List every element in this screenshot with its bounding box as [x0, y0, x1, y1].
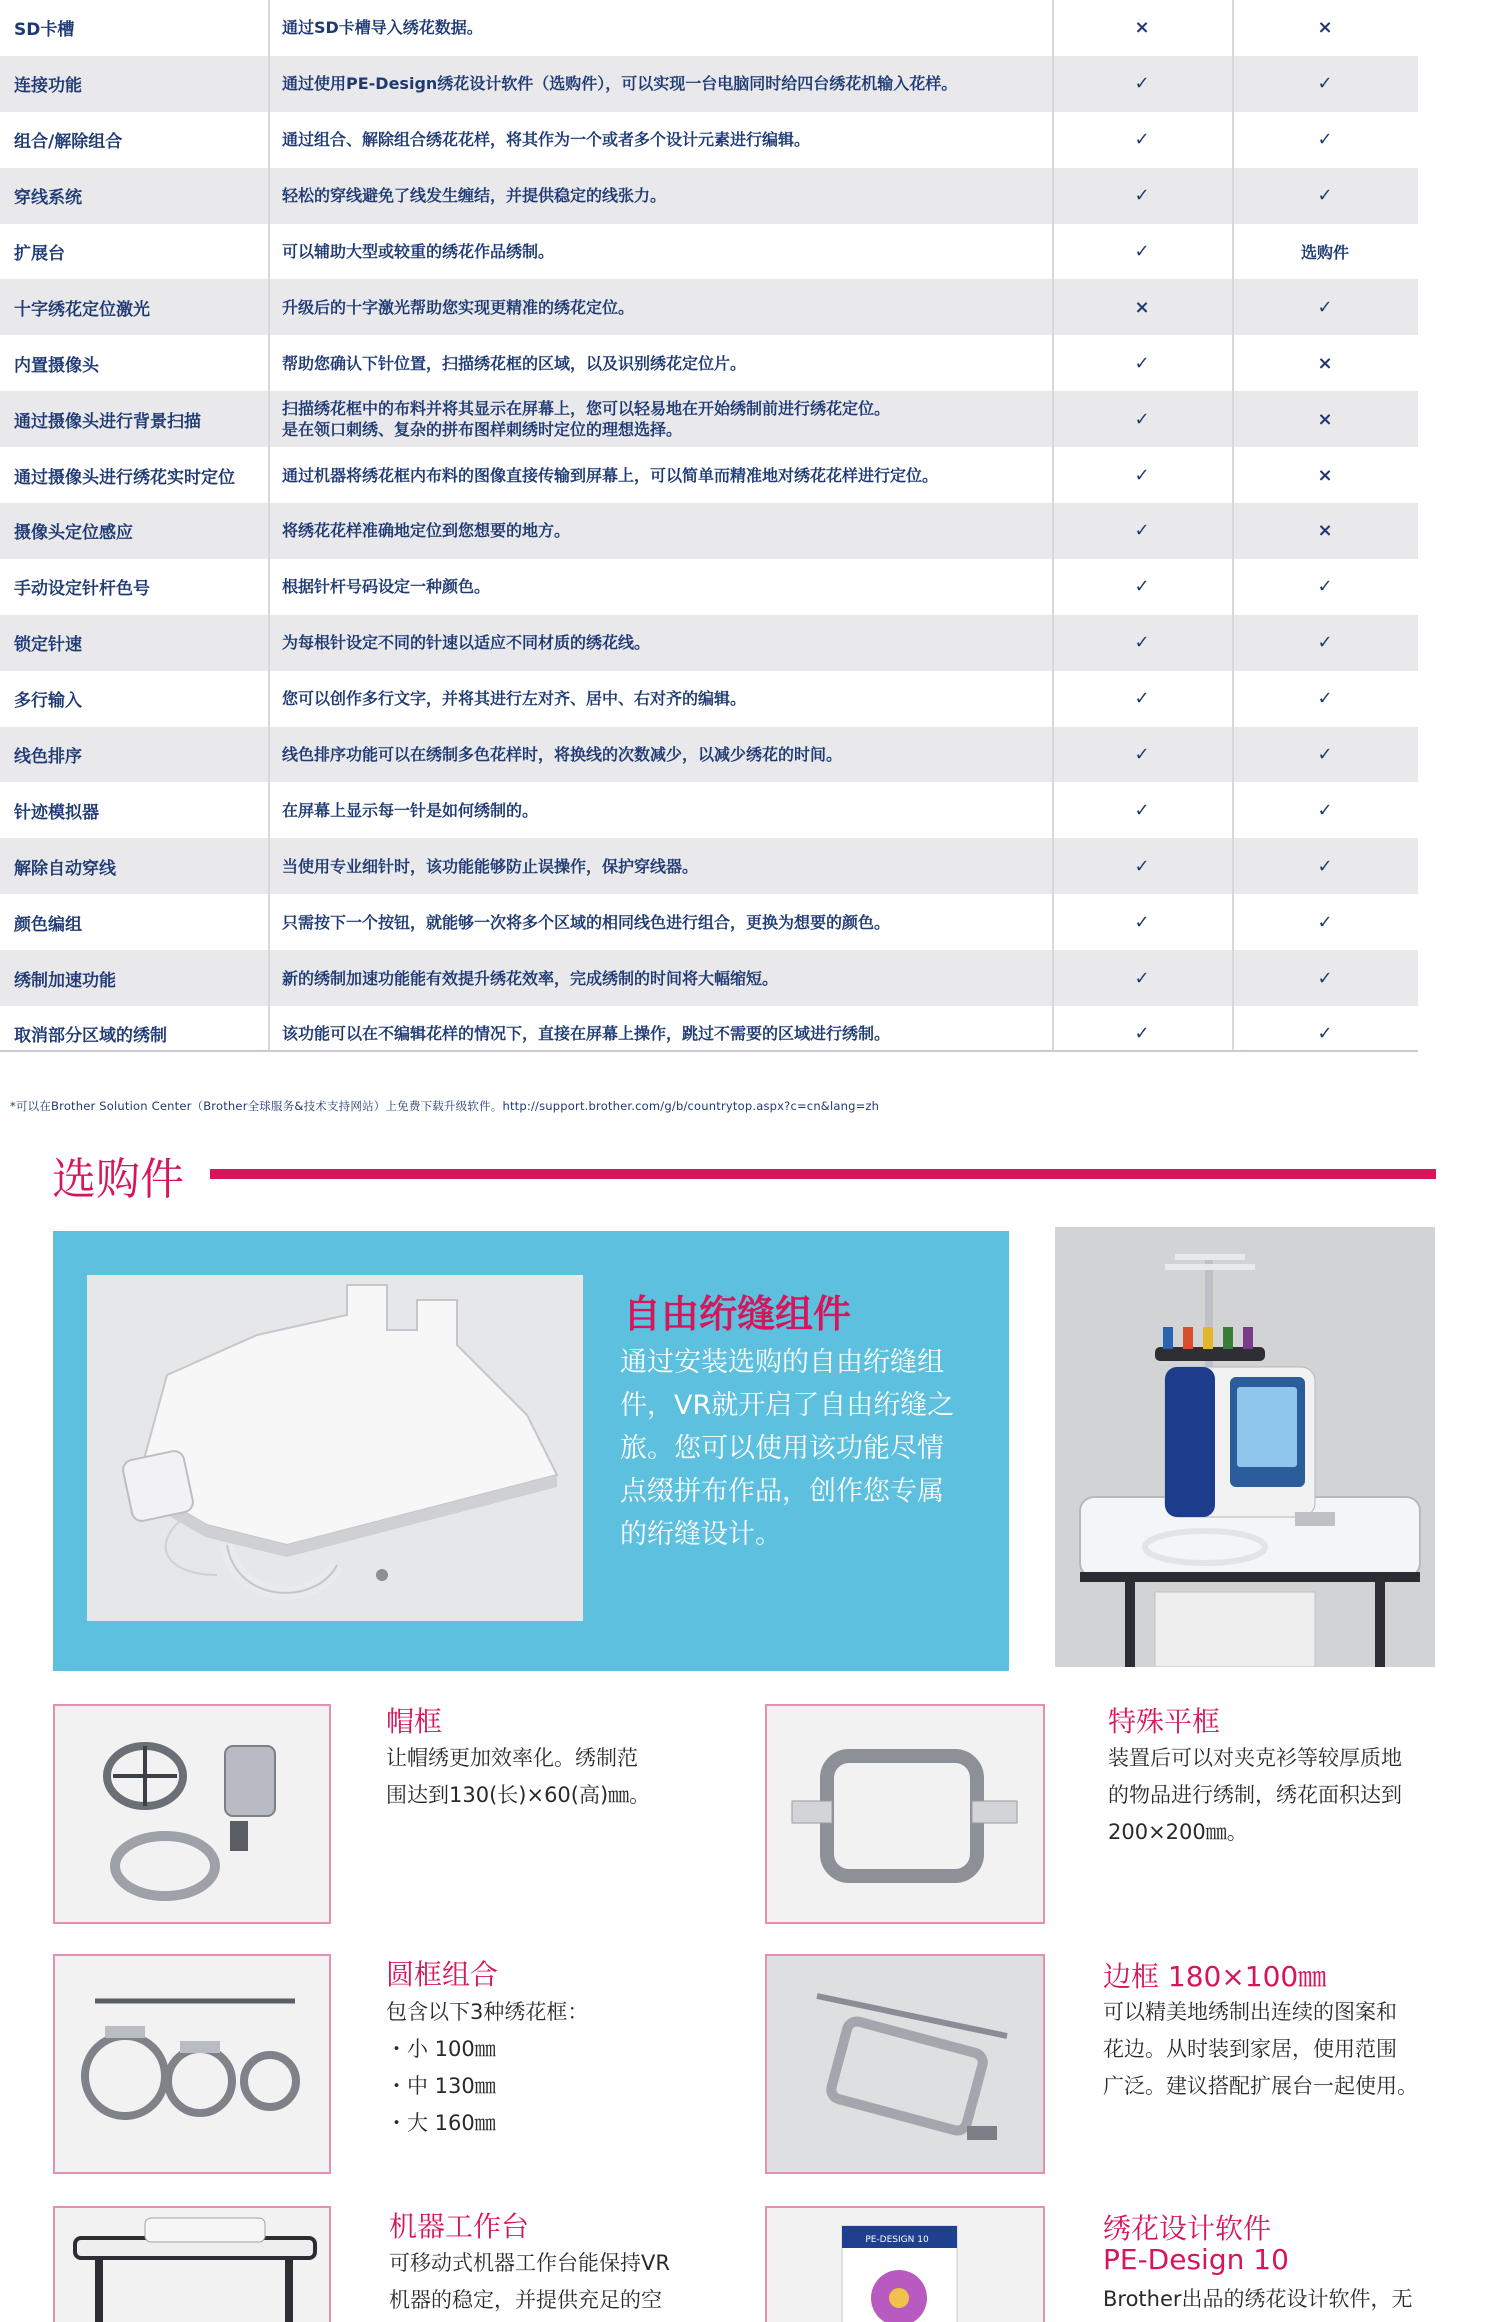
table-row: [0, 391, 1418, 447]
description-line: 花边。从时装到家居，使用范围: [1103, 2037, 1397, 2061]
feature-description-line: 将绣花花样准确地定位到您想要的地方。: [282, 521, 571, 541]
feature-name: 穿线系统: [14, 188, 82, 209]
feature-name: 颜色编组: [14, 914, 82, 935]
pe-design-software-subtitle: PE-Design 10: [1103, 2243, 1289, 2276]
feature-name: 取消部分区域的绣制: [14, 1026, 167, 1047]
check-icon: ✓: [1317, 576, 1333, 598]
description-line: 装置后可以对夹克衫等较厚质地: [1108, 1746, 1402, 1770]
feature-name: 线色排序: [14, 747, 82, 768]
description-line: ・大 160㎜: [386, 2111, 496, 2135]
check-icon: ✓: [1134, 520, 1150, 542]
feature-description-line: 线色排序功能可以在绣制多色花样时，将换线的次数减少，以减少绣花的时间。: [282, 745, 843, 765]
column-divider: [268, 0, 270, 1052]
table-bottom-rule: [0, 1050, 1418, 1052]
feature-description-line: 升级后的十字激光帮助您实现更精准的绣花定位。: [282, 297, 635, 317]
feature-description-line: 轻松的穿线避免了线发生缠结，并提供稳定的线张力。: [282, 186, 667, 206]
feature-description: [268, 744, 1052, 765]
check-icon: ✓: [1317, 73, 1333, 95]
table-row: [0, 56, 1418, 112]
check-icon: ✓: [1134, 241, 1150, 262]
feature-name: 内置摄像头: [14, 355, 99, 376]
check-icon: ✓: [1134, 967, 1150, 989]
cross-icon: ×: [1317, 408, 1333, 430]
description-line: 广泛。建议搭配扩展台一起使用。: [1103, 2074, 1418, 2098]
check-icon: ✓: [1317, 185, 1333, 207]
pe-design-software-photo: [765, 2206, 1045, 2322]
round-frame-set-photo: [53, 1954, 331, 2174]
border-frame-photo: [765, 1954, 1045, 2174]
cross-icon: ×: [1317, 352, 1333, 374]
feature-description-line: 通过机器将绣花框内布料的图像直接传输到屏幕上，可以简单而精准地对绣花花样进行定位。: [282, 465, 939, 485]
table-row: [0, 279, 1418, 335]
cross-icon: ×: [1134, 296, 1150, 318]
cross-icon: ×: [1317, 17, 1333, 39]
feature-description-line: 可以辅助大型或较重的绣花作品绣制。: [282, 242, 555, 261]
machine-stand-description: [389, 2245, 670, 2319]
software-box-label: PE-DESIGN 10: [865, 2235, 929, 2245]
feature-description-line: 是在领口刺绣、复杂的拼布图样刺绣时定位的理想选择。: [282, 420, 683, 440]
feature-description-line: 您可以创作多行文字，并将其进行左对齐、居中、右对齐的编辑。: [282, 689, 747, 709]
table-row: [0, 447, 1418, 503]
table-row: [0, 1006, 1418, 1062]
description-line: 点缀拼布作品，创作您专属: [620, 1476, 944, 1507]
pe-design-software-title: 绣花设计软件: [1103, 2212, 1272, 2245]
table-row: [0, 0, 1418, 56]
check-icon: ✓: [1134, 1023, 1150, 1045]
feature-name: 连接功能: [14, 76, 82, 97]
border-frame-description: [1103, 1994, 1418, 2105]
feature-description: [268, 968, 1052, 989]
description-line: 通过安装选购的自由绗缝组: [620, 1347, 944, 1378]
description-line: 让帽绣更加效率化。绣制范: [386, 1746, 638, 1770]
cap-frame-photo: [53, 1704, 331, 1924]
table-row: [0, 950, 1418, 1006]
feature-description-line: 帮助您确认下针位置，扫描绣花框的区域，以及识别绣花定位片。: [282, 353, 747, 373]
cross-icon: ×: [1134, 17, 1150, 39]
check-icon: ✓: [1317, 855, 1333, 877]
feature-description-line: 当使用专业细针时，该功能能够防止误操作，保护穿线器。: [282, 856, 699, 876]
feature-description-line: 通过使用PE-Design绣花设计软件（选购件），可以实现一台电脑同时给四台绣花机输入花样。: [282, 74, 958, 94]
feature-description: [268, 185, 1052, 206]
check-icon: ✓: [1134, 688, 1150, 710]
check-icon: ✓: [1134, 129, 1150, 151]
description-line: 围达到130(长)×60(高)㎜。: [386, 1783, 651, 1807]
flat-frame-title: 特殊平框: [1108, 1705, 1221, 1738]
check-icon: ✓: [1134, 408, 1150, 430]
table-row: [0, 168, 1418, 224]
table-row: [0, 671, 1418, 727]
machine-stand-title: 机器工作台: [389, 2210, 530, 2243]
feature-description-line: 通过SD卡槽导入绣花数据。: [282, 18, 483, 38]
check-icon: ✓: [1317, 296, 1333, 318]
table-row: [0, 615, 1418, 671]
table-row: [0, 335, 1418, 391]
check-icon: ✓: [1134, 576, 1150, 598]
description-line: ・小 100㎜: [386, 2037, 496, 2061]
feature-description-line: 为每根针设定不同的针速以适应不同材质的绣花线。: [282, 633, 651, 653]
check-icon: ✓: [1134, 855, 1150, 877]
table-row: [0, 224, 1418, 280]
feature-name: 锁定针速: [14, 635, 82, 656]
feature-description: [268, 17, 1052, 38]
cap-frame-description: [386, 1740, 650, 1814]
check-icon: ✓: [1317, 744, 1333, 766]
check-icon: ✓: [1317, 911, 1333, 933]
column-divider: [1052, 0, 1054, 1052]
free-quilting-kit-title: 自由绗缝组件: [623, 1292, 852, 1336]
feature-name: 组合/解除组合: [14, 132, 123, 153]
round-frame-set-description: [386, 1994, 588, 2142]
description-line: 可移动式机器工作台能保持VR: [389, 2251, 670, 2275]
cross-icon: ×: [1317, 464, 1333, 486]
table-row: [0, 559, 1418, 615]
description-line: 包含以下3种绣花框：: [386, 2000, 589, 2024]
description-line: 的绗缝设计。: [620, 1519, 782, 1550]
description-line: 机器的稳定，并提供充足的空: [389, 2288, 662, 2312]
section-title: 选购件: [52, 1154, 184, 1205]
feature-description-line: 新的绣制加速功能能有效提升绣花效率，完成绣制的时间将大幅缩短。: [282, 968, 779, 988]
feature-name: 针迹模拟器: [14, 802, 99, 823]
feature-name: 摄像头定位感应: [14, 523, 133, 544]
description-line: 的物品进行绣制，绣花面积达到: [1108, 1783, 1402, 1807]
check-icon: ✓: [1134, 799, 1150, 821]
table-row: [0, 727, 1418, 783]
free-quilting-kit-panel: [53, 1231, 1009, 1671]
feature-description-line: 根据针杆号码设定一种颜色。: [282, 577, 491, 597]
table-row: [0, 782, 1418, 838]
table-row: [0, 112, 1418, 168]
check-icon: ✓: [1134, 632, 1150, 654]
feature-name: 绣制加速功能: [14, 970, 116, 991]
optional-label: 选购件: [1300, 243, 1349, 262]
feature-description: [268, 297, 1052, 318]
description-line: ・中 130㎜: [386, 2074, 496, 2098]
feature-description-line: 在屏幕上显示每一针是如何绣制的。: [282, 800, 539, 820]
section-title-bar: [210, 1169, 1436, 1179]
feature-description: [268, 856, 1052, 877]
feature-description-line: 只需按下一个按钮，就能够一次将多个区域的相同线色进行组合，更换为想要的颜色。: [282, 912, 891, 932]
feature-description: [268, 353, 1052, 374]
feature-description: [268, 576, 1052, 597]
feature-description-line: 扫描绣花框中的布料并将其显示在屏幕上，您可以轻易地在开始绣制前进行绣花定位。: [282, 399, 891, 419]
feature-name: 扩展台: [14, 244, 65, 264]
check-icon: ✓: [1134, 185, 1150, 207]
table-row: [0, 503, 1418, 559]
description-line: Brother出品的绣花设计软件，无: [1103, 2287, 1413, 2311]
check-icon: ✓: [1317, 1023, 1333, 1045]
feature-name: 解除自动穿线: [14, 858, 116, 879]
description-line: 200×200㎜。: [1108, 1820, 1248, 1844]
feature-description: [268, 520, 1052, 541]
check-icon: ✓: [1134, 464, 1150, 486]
check-icon: ✓: [1134, 352, 1150, 374]
feature-description: [268, 241, 1052, 262]
machine-stand-photo: [53, 2206, 331, 2322]
embroidery-machine-photo: [1055, 1227, 1435, 1667]
feature-description-line: 通过组合、解除组合绣花花样，将其作为一个或者多个设计元素进行编辑。: [282, 130, 811, 150]
flat-frame-description: [1108, 1740, 1402, 1851]
check-icon: ✓: [1317, 688, 1333, 710]
border-frame-title: 边框 180×100㎜: [1103, 1960, 1327, 1993]
flat-frame-photo: [765, 1704, 1045, 1924]
description-line: 可以精美地绣制出连续的图案和: [1103, 2000, 1397, 2024]
check-icon: ✓: [1134, 911, 1150, 933]
feature-name: 多行输入: [14, 691, 82, 712]
feature-description: [268, 1023, 1052, 1044]
column-divider: [1232, 0, 1234, 1052]
footnote: *可以在Brother Solution Center（Brother全球服务&技术支持网站）上免费下载升级软件。http://support.brother.com/g/b/countrytop.aspx?c=cn&lang=zh: [10, 1099, 880, 1113]
round-frame-set-title: 圆框组合: [386, 1958, 499, 1991]
feature-description: [268, 73, 1052, 94]
feature-name: 十字绣花定位激光: [14, 299, 150, 320]
feature-description: [268, 912, 1052, 933]
check-icon: ✓: [1317, 632, 1333, 654]
cap-frame-title: 帽框: [386, 1705, 443, 1738]
pe-design-software-description: [1103, 2281, 1413, 2318]
feature-description: [268, 465, 1052, 486]
feature-description: [268, 800, 1052, 821]
check-icon: ✓: [1134, 73, 1150, 95]
check-icon: ✓: [1317, 799, 1333, 821]
check-icon: ✓: [1317, 129, 1333, 151]
feature-name: 手动设定针杆色号: [14, 579, 150, 600]
check-icon: ✓: [1317, 967, 1333, 989]
free-quilting-kit-description: [620, 1341, 988, 1556]
feature-description: [268, 398, 1052, 440]
description-line: 件，VR就开启了自由绗缝之: [620, 1390, 955, 1421]
table-row: [0, 894, 1418, 950]
check-icon: ✓: [1134, 744, 1150, 766]
feature-description: [268, 688, 1052, 709]
feature-name: 通过摄像头进行绣花实时定位: [14, 467, 235, 488]
feature-name: SD卡槽: [14, 20, 75, 41]
quilting-kit-photo: [87, 1275, 583, 1621]
table-row: [0, 838, 1418, 894]
cross-icon: ×: [1317, 520, 1333, 542]
feature-description: [268, 129, 1052, 150]
feature-description-line: 该功能可以在不编辑花样的情况下，直接在屏幕上操作，跳过不需要的区域进行绣制。: [282, 1024, 891, 1044]
description-line: 旅。您可以使用该功能尽情: [620, 1433, 944, 1464]
feature-description: [268, 632, 1052, 653]
feature-table: [0, 0, 1418, 1062]
feature-name: 通过摄像头进行背景扫描: [14, 411, 201, 432]
